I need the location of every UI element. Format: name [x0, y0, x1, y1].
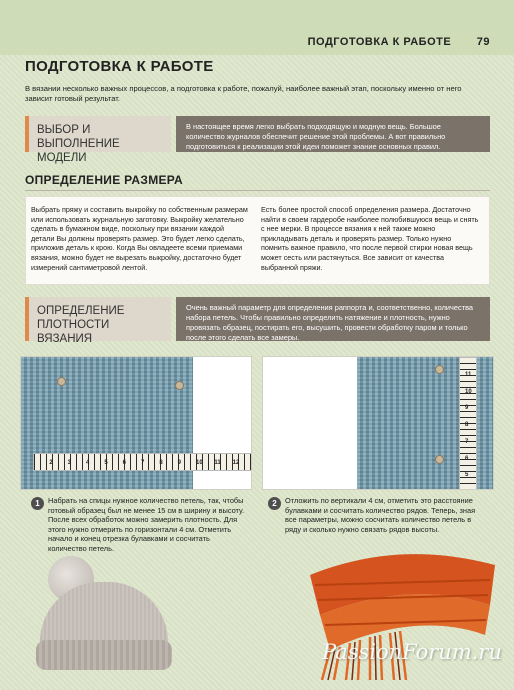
tape-number: 11: [214, 460, 221, 466]
density-heading-box: [25, 297, 171, 345]
chapter-title: ПОДГОТОВКА К РАБОТЕ: [25, 58, 214, 75]
measuring-tape-horizontal: [33, 453, 252, 471]
size-text-right: Есть более простой способ определения размера. Достаточно найти в своем гардеробе наиболее полюбившуюся вещь и снять с нее мерки. В процессе вязания к ней также можно прикладывать деталь и проверять размер. Только нужно помнить важное правило, что после первой стирки новая вещь может сесть или растянуться. Все зависит от качества выбранной пряжи.: [261, 205, 479, 272]
size-text-left: Выбрать пряжу и составить выкройку по собственным размерам или использовать журнальную заготовку. Выкройку желательно сделать в бумажном виде, поскольку при вязании каждой детали Вы должны проверять размер. Это будет легко сделать, приложив деталь к крою. Когда Вы овладеете всеми приемами вязания, можно будет не вырезать выкройку, достаточно будет измерений сантиметровой лентой.: [31, 205, 248, 272]
tape-number: 8: [465, 422, 469, 428]
watermark: PassionForum.ru: [322, 640, 502, 664]
tape-number: 7: [465, 438, 469, 445]
section-divider: [25, 190, 490, 191]
tape-number: 9: [177, 460, 181, 466]
tape-number: 3: [67, 460, 71, 466]
tape-number: 12: [232, 460, 240, 466]
running-head-title: ПОДГОТОВКА К РАБОТЕ: [307, 36, 452, 48]
tape-number: 10: [465, 388, 472, 395]
measuring-tape-vertical: [459, 357, 477, 490]
tape-number: 7: [141, 460, 145, 466]
tape-number: 6: [122, 460, 126, 466]
pin-marker: [57, 377, 66, 386]
tape-number: 8: [159, 460, 163, 466]
choice-text-box: [176, 116, 490, 152]
step-1-text: Набрать на спицы нужное количество петель, так, чтобы готовый образец был не менее 15 см в ширину и высоту. После всех обработок можно замерить плотность. Для этого нужно отмерить по горизонтали 4 см. Отметить начало и конец отрезка булавками и сосчитать количество петель.: [48, 496, 245, 553]
swatch-photo-horizontal: [20, 356, 252, 490]
step-number-2: 2: [268, 497, 281, 510]
page-number: 79: [476, 36, 490, 48]
choice-heading-box: [25, 116, 171, 164]
running-head: [308, 36, 490, 48]
tape-number: 5: [465, 472, 469, 479]
choice-text: В настоящее время легко выбрать подходящую и модную вещь. Большое количество журналов обеспечит решение этой проблемы. А вот правильно подготовиться к реализации этой идеи поможет знание основных правил.: [186, 122, 446, 151]
tape-number: 9: [465, 405, 469, 412]
choice-heading: ВЫБОР И ВЫПОЛНЕНИЕ МОДЕЛИ: [37, 124, 120, 164]
pin-marker: [435, 455, 444, 464]
step-2-text: Отложить по вертикали 4 см, отметить это расстояние булавками и сосчитать количество рядов. Теперь, зная все параметры, можно сосчитать количество петель в ряду и сколько нужно связать рядов высоты.: [285, 496, 476, 534]
intro-paragraph: В вязании несколько важных процессов, а подготовка к работе, пожалуй, наиболее важный этап, поскольку именно от него зависит готовый результат.: [25, 84, 462, 103]
tape-number: 11: [465, 371, 472, 378]
pin-marker: [435, 365, 444, 374]
tape-number: 2: [49, 460, 53, 466]
tape-number: 5: [104, 460, 108, 466]
density-text: Очень важный параметр для определения раппорта и, соответственно, количества набора петель. Чтобы правильно определить натяжение и плотность, нужно провязать образец, постирать его, высушить, провести обработку паром и только после этого сделать все замеры.: [186, 303, 474, 342]
tape-number: 10: [196, 460, 203, 466]
step-number-1: 1: [31, 497, 44, 510]
tape-number: 6: [465, 455, 469, 462]
tape-number: 4: [86, 460, 90, 466]
density-heading: ОПРЕДЕЛЕНИЕ ПЛОТНОСТИ ВЯЗАНИЯ: [37, 305, 125, 345]
size-section-title: ОПРЕДЕЛЕНИЕ РАЗМЕРА: [25, 173, 184, 187]
density-text-box: [176, 297, 490, 341]
hat-brim-image: [36, 640, 172, 670]
swatch-photo-vertical: [262, 356, 494, 490]
pin-marker: [175, 381, 184, 390]
